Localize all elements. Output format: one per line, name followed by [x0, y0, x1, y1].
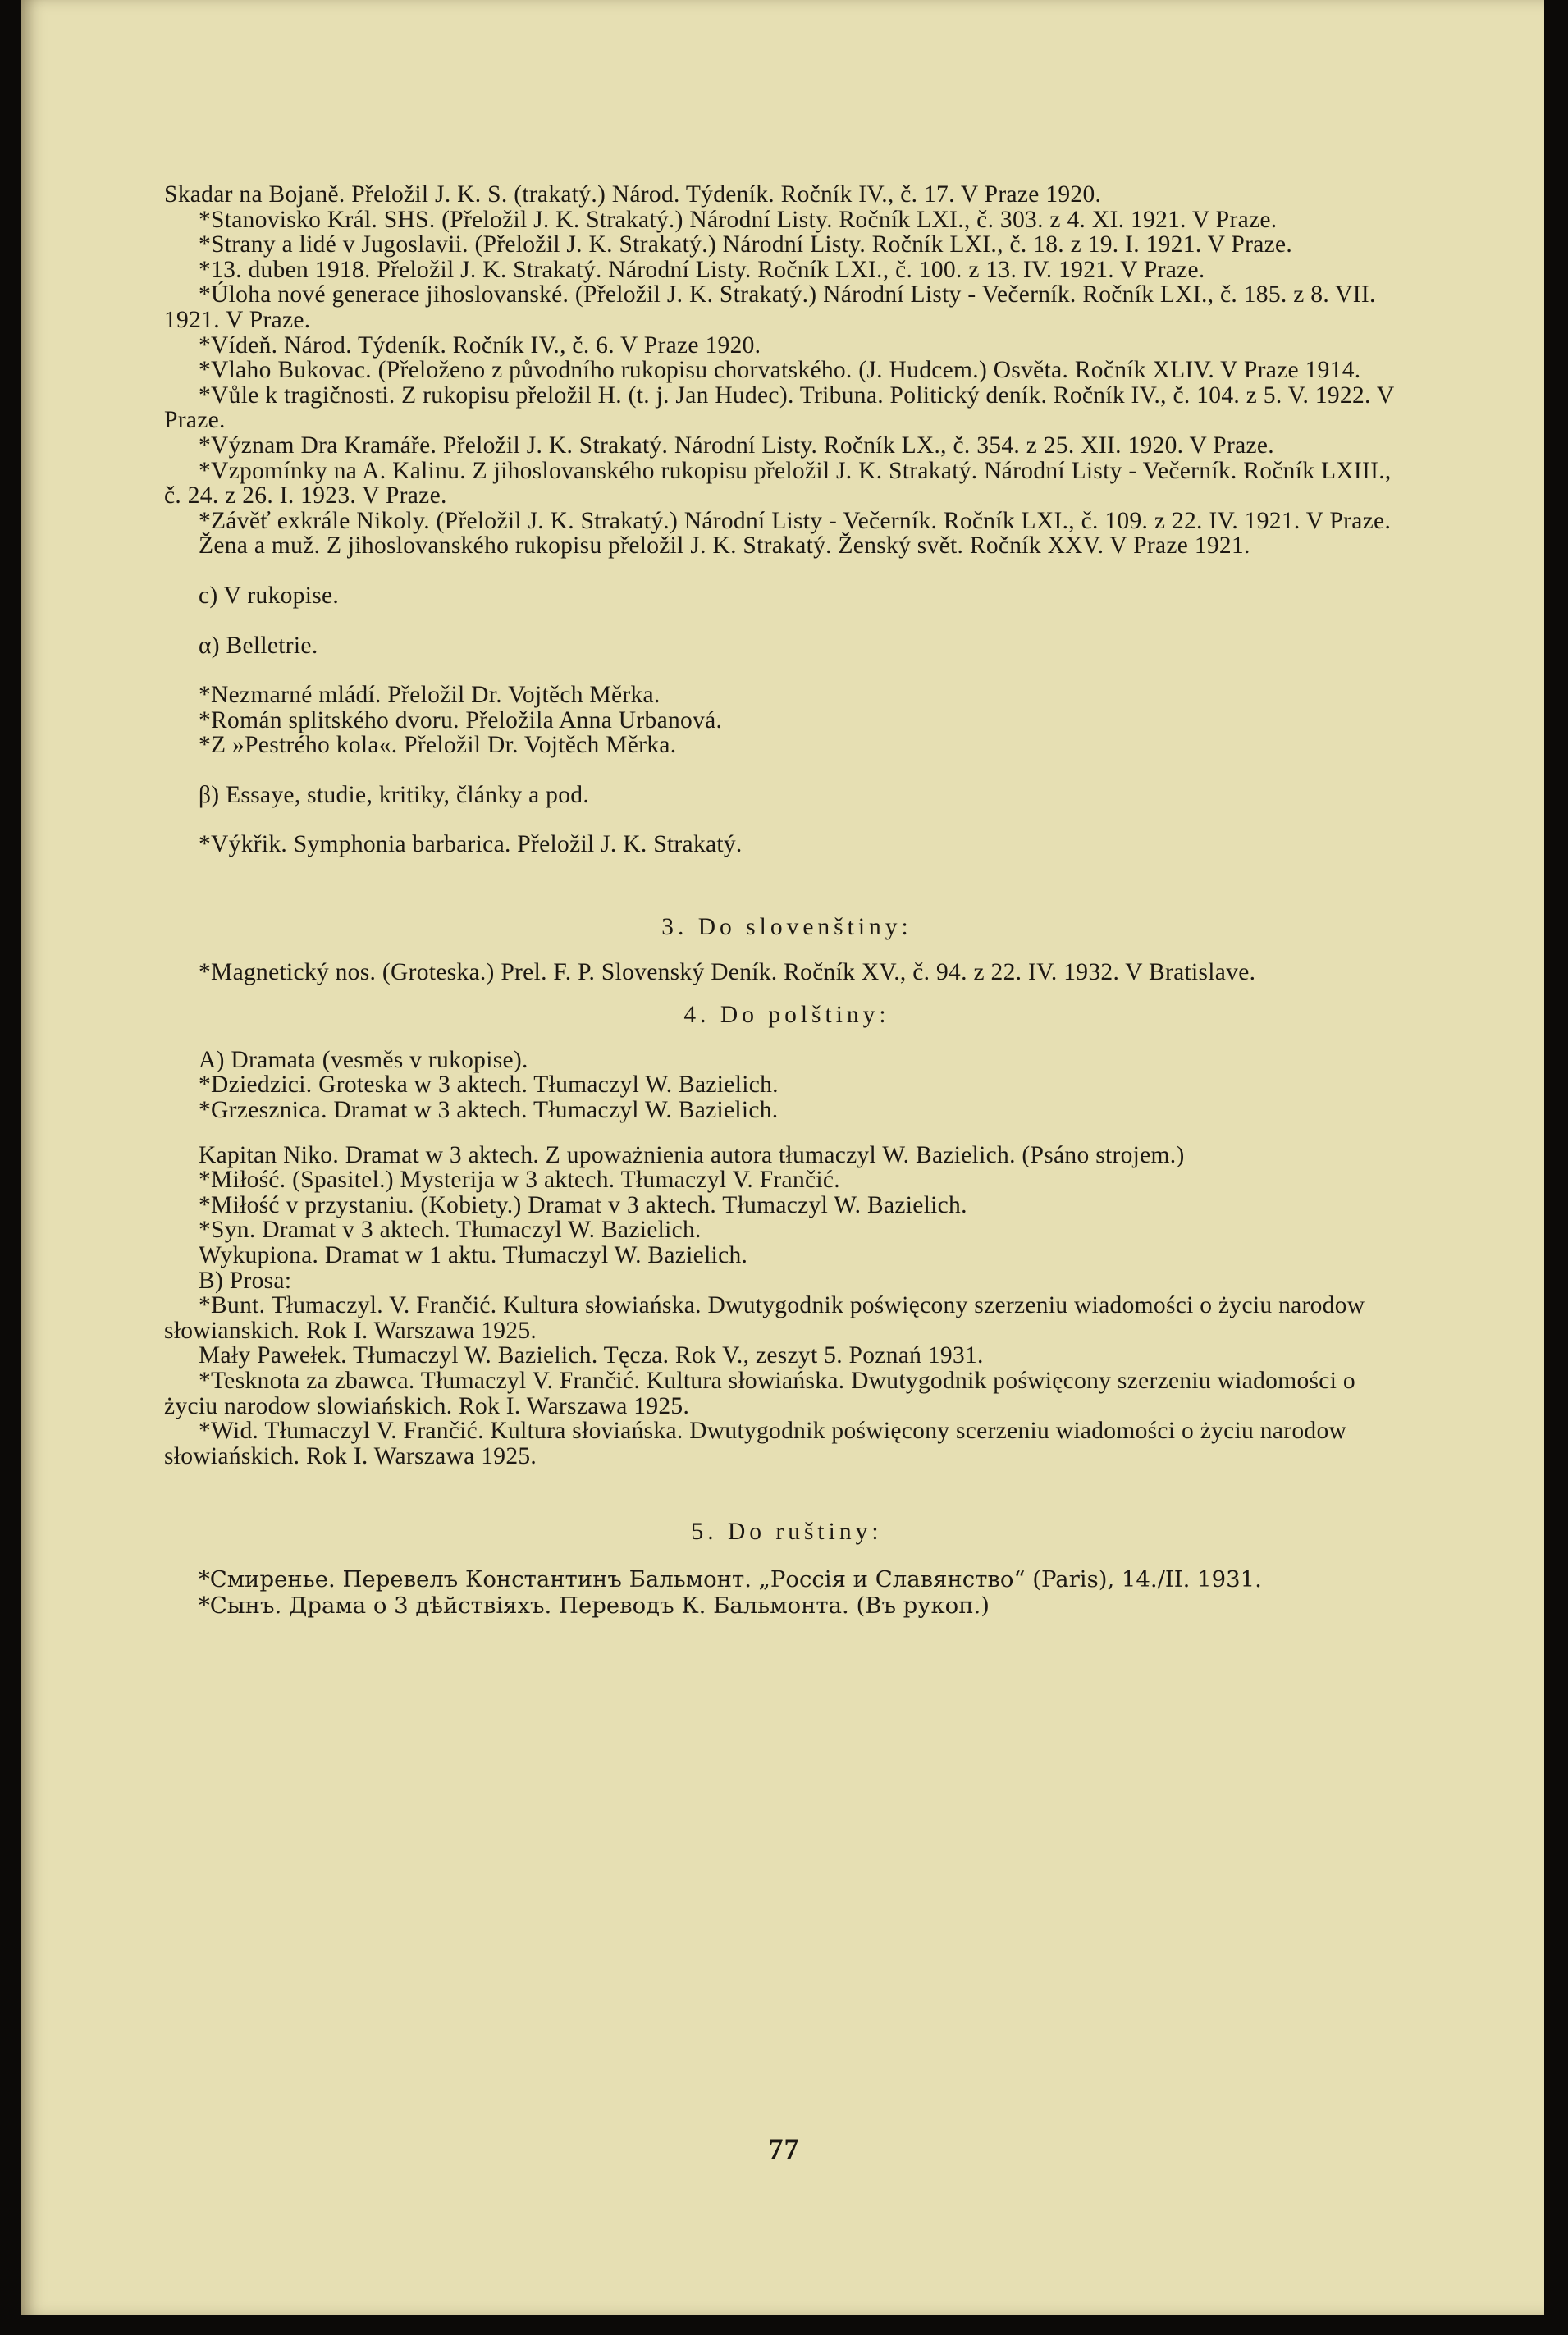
entry-vyznam: *Význam Dra Kramáře. Přeložil J. K. Strakatý. Národní Listy. Ročník LX., č. 354. z 25. XII. 1920. V Praze.: [199, 432, 1274, 459]
entry-tesknota: *Tesknota za zbawca. Tłumaczyl V. Frančić. Kultura słowiańska. Dwutygodnik poświęcony szerzeniu wiadomości o życiu narodow slowiańskich. Rok I. Warszawa 1925.: [164, 1367, 1355, 1419]
entry-vzpominky: *Vzpomínky na A. Kalinu. Z jihoslovanského rukopisu přeložil J. K. Strakatý. Národní Listy - Večerník. Ročník LXIII., č. 24. z 26. I. 1923. V Praze.: [164, 457, 1392, 509]
entry-bunt: *Bunt. Tłumaczyl. V. Frančić. Kultura słowiańska. Dwutygodnik poświęcony szerzeniu wiadomości o życiu narodow słowianskich. Rok I. Warszawa 1925.: [164, 1292, 1365, 1344]
entry-nezmarne: *Nezmarné mládí. Přeložil Dr. Vojtěch Měrka.: [199, 682, 661, 709]
entry-stanovisko: *Stanovisko Král. SHS. (Přeložil J. K. Strakatý.) Národní Listy. Ročník LXI., č. 303. z 4. XI. 1921. V Praze.: [199, 206, 1278, 233]
entry-magneticky-nos: *Magnetický nos. (Groteska.) Prel. F. P. Slovenský Deník. Ročník XV., č. 94. z 22. IV. 1932. V Bratislave.: [199, 958, 1256, 985]
entry-milosc: *Miłość. (Spasitel.) Mysterija w 3 aktech. Tłumaczyl V. Frančić.: [199, 1167, 840, 1194]
entry-syn: *Syn. Dramat v 3 aktech. Tłumaczyl W. Bazielich.: [199, 1217, 702, 1244]
entry-pestreho-kola: *Z »Pestrého kola«. Přeložil Dr. Vojtěch Měrka.: [199, 732, 677, 759]
entry-uloha: *Úloha nové generace jihoslovanské. (Přeložil J. K. Strakatý.) Národní Listy - Večerník. Ročník LXI., č. 185. z 8. VII. 1921. V Praze.: [164, 281, 1376, 333]
entry-zavet: *Závěť exkrále Nikoly. (Přeložil J. K. Strakatý.) Národní Listy - Večerník. Ročník LXI., č. 109. z 22. IV. 1921. V Praze.: [199, 507, 1392, 534]
section-c-heading: c) V rukopise.: [199, 582, 340, 609]
entry-milosc-przystaniu: *Miłość v przystaniu. (Kobiety.) Dramat v 3 aktech. Tłumaczyl W. Bazielich.: [199, 1191, 967, 1218]
entry-skadar: Skadar na Bojaně. Přeložil J. K. S. (trakatý.) Národ. Týdeník. Ročník IV., č. 17. V Praze 1920.: [164, 181, 1102, 208]
entry-roman: *Román splitského dvoru. Přeložila Anna Urbanová.: [199, 706, 723, 733]
entry-smirenye: *Смиренье. Перевелъ Константинъ Бальмонт. „Россія и Славянство“ (Paris), 14./II. 1931.: [199, 1565, 1262, 1592]
entry-grzesznica: *Grzesznica. Dramat w 3 aktech. Tłumaczyl W. Bazielich.: [199, 1097, 779, 1124]
section-beta-heading: β) Essaye, studie, kritiky, články a pod.: [199, 781, 589, 808]
entry-wykupiona: Wykupiona. Dramat w 1 aktu. Tłumaczyl W. Bazielich.: [199, 1242, 748, 1268]
heading-slovak: 3. Do slovenštiny:: [661, 914, 912, 941]
entry-syn-drama: *Сынъ. Драма о 3 дѣйствіяхъ. Переводъ К. Бальмонта. (Въ рукоп.): [199, 1592, 990, 1619]
entry-13-duben: *13. duben 1918. Přeložil J. K. Strakatý. Národní Listy. Ročník LXI., č. 100. z 13. IV. 1921. V Praze.: [199, 256, 1205, 283]
entry-wid: *Wid. Tłumaczyl V. Frančić. Kultura słoviańska. Dwutygodnik poświęcony scerzeniu wiadomości o życiu narodow słowiańskich. Rok I. Warszawa 1925.: [164, 1418, 1347, 1469]
page-text: [164, 182, 1410, 1619]
page-number: 77: [768, 2132, 800, 2165]
polish-prosa-heading: B) Prosa:: [199, 1267, 292, 1294]
heading-polish: 4. Do polštiny:: [683, 1002, 890, 1029]
entry-viden: *Vídeň. Národ. Týdeník. Ročník IV., č. 6. V Praze 1920.: [199, 331, 761, 359]
heading-russian: 5. Do ruštiny:: [691, 1519, 883, 1546]
entry-dziedzici: *Dziedzici. Groteska w 3 aktech. Tłumaczyl W. Bazielich.: [199, 1072, 779, 1099]
entry-strany: *Strany a lidé v Jugoslavii. (Přeložil J. K. Strakatý.) Národní Listy. Ročník LXI., č. 18. z 19. I. 1921. V Praze.: [199, 231, 1293, 258]
section-alpha-heading: α) Belletrie.: [199, 632, 318, 659]
entry-kapitan-niko: Kapitan Niko. Dramat w 3 aktech. Z upoważnienia autora tłumaczyl W. Bazielich. (Psáno strojem.): [199, 1141, 1185, 1168]
entry-vule: *Vůle k tragičnosti. Z rukopisu přeložil H. (t. j. Jan Hudec). Tribuna. Politický deník. Ročník IV., č. 104. z 5. V. 1922. V Praze.: [164, 382, 1394, 434]
entry-maly-pawelek: Mały Pawełek. Tłumaczyl W. Bazielich. Tęcza. Rok V., zeszyt 5. Poznań 1931.: [199, 1342, 984, 1369]
entry-vlaho-bukovac: *Vlaho Bukovac. (Přeloženo z původního rukopisu chorvatského. (J. Hudcem.) Osvěta. Ročník XLIV. V Praze 1914.: [199, 357, 1361, 384]
entry-zena-a-muz: Žena a muž. Z jihoslovanského rukopisu přeložil J. K. Strakatý. Ženský svět. Ročník XXV. V Praze 1921.: [199, 532, 1250, 560]
polish-dramata-heading: A) Dramata (vesměs v rukopise).: [199, 1046, 528, 1073]
entry-vykrik: *Výkřik. Symphonia barbarica. Přeložil J. K. Strakatý.: [199, 831, 743, 858]
